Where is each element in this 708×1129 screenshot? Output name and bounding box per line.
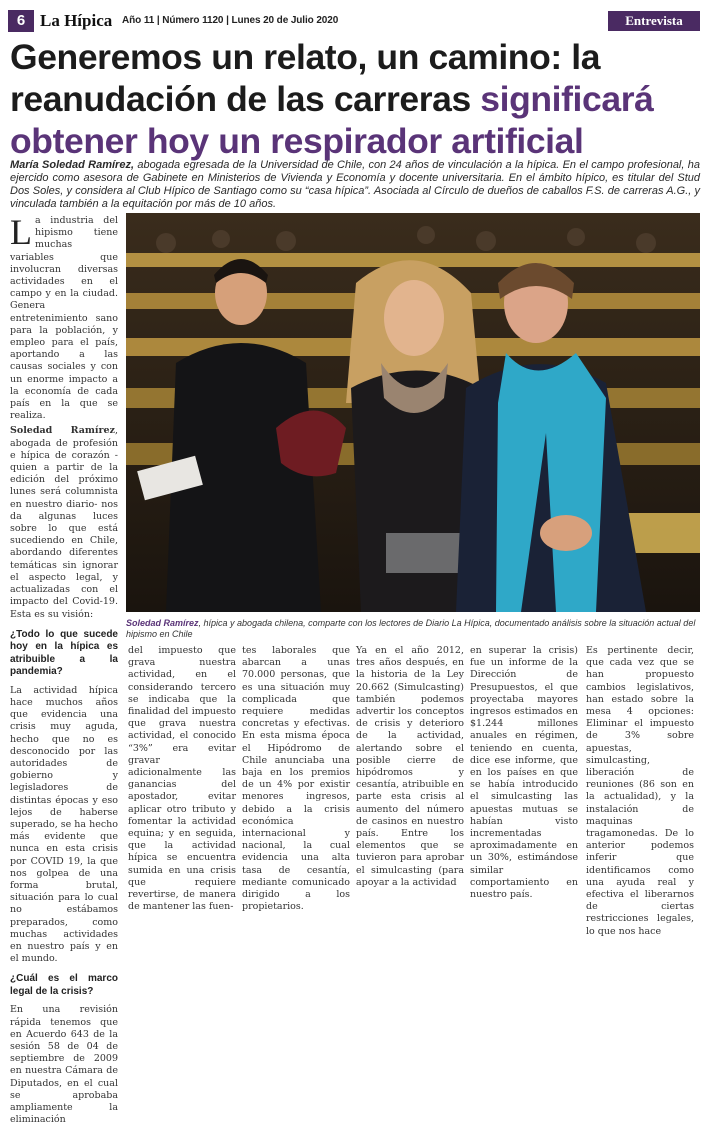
article-paragraph: La industria del hipismo tiene muchas variables que involucran diversas actividades en el campo y en la ciudad. Genera entretenimiento sano para la población, y empleo para el país, aportando a las causas sociales y con un enorme impacto a la economía de cada país en la que se realiza.	[10, 212, 118, 422]
drop-cap: L	[10, 212, 32, 252]
caption-name: Soledad Ramírez	[126, 618, 199, 628]
article-paragraph: En una revisión rápida tenemos que en Acuerdo 643 de la sesión 58 de 04 de septiembre de 2009 en nuestra Cámara de Diputados, en el cual se aprobaba ampliamente la eliminación	[10, 1004, 118, 1126]
article-column-2: del impuesto que grava nuestra actividad, en el considerando tercero se indicaba que la finalidad del impuesto que grava nuestra actividad, el conocido “3%” era evitar gravar adicionalmente las ganancias del apostador, evitar aplicar otro tributo y fomentar la actividad equina; y en seguida, que la actividad hípica se encuentra sumida en una crisis que requiere revertirse, de manera de mantener las fuen-	[128, 645, 236, 913]
subject-name: Soledad Ramírez	[10, 425, 115, 437]
interview-photo	[126, 213, 700, 612]
article-column-6: Es pertinente decir, que cada vez que se han propuesto cambios legislativos, han estado sobre la mesa 4 opciones: Eliminar el impuesto de 3% sobre apuestas, simulcasting, liberación de reuniones (86 son en la actualidad), y la instalación de maquinas tragamonedas. De lo anterior podemos inferir que identificamos como una ayuda real y efectiva el liberarnos de ciertas restricciones legales, lo que nos hace	[586, 645, 694, 937]
article-column-3: tes laborales que abarcan a unas 70.000 personas, que es una situación muy complicada que requiere medidas concretas y efectivas. En esta misma época el Hipódromo de Chile anunciaba una baja en los premios de un 4% por existir menores ingresos, debido a la crisis económica internacional y nacional, la cual evidencia una alta tasa de cesantía, mediante comunicado dirigido a los propietarios.	[242, 645, 350, 913]
issue-info: Año 11 | Número 1120 | Lunes 20 de Julio 2020	[122, 15, 339, 26]
newspaper-brand: La Hípica	[40, 11, 113, 30]
article-column-4: Ya en el año 2012, tres años después, en la historia de la Ley 20.662 (Simulcasting) también podemos advertir los conceptos de crisis y deterioro de la actividad, alertando sobre el posible cierre de hipódromos y cesantía, atribuible en parte esta crisis al aumento del número de casinos en nuestro país. Entre los elementos que se tuvieron para aprobar el simulcasting (para apoyar a la actividad	[356, 645, 464, 888]
caption-text: , hípica y abogada chilena, comparte con los lectores de Diario La Hípica, documentado análisis sobre la situación actual del hipismo en Chile	[126, 618, 696, 639]
intro-paragraph	[10, 159, 700, 211]
article-column-5: en superar la crisis) fue un informe de la Dirección de Presupuestos, el que proyectaba mayores ingresos estimados en $1.244 millones anuales en régimen, teniendo en cuenta, dice ese informe, que en los países en que se había introducido el simulcasting las apuestas mutuas se habían visto incrementadas aproximadamente en un 30%, estimándose similar comportamiento en nuestro país.	[470, 645, 578, 901]
headline	[10, 36, 700, 162]
article-paragraph: Soledad Ramírez, abogada de profesión e hípica de corazón -quien a partir de la edición del próximo lunes será columnista en nuestro diario- nos da algunas luces sobre lo que está sucediendo en Chile, abordando diferentes temáticas sin ignorar el aspecto legal, y actualizadas con el impacto del Covid-19. Esta es su visión:	[10, 425, 118, 620]
article-paragraph: La actividad hípica hace muchos años que evidencia una crisis muy aguda, hecho que no es desconocido por las autoridades de gobierno y legisladores de distintas épocas y eso lejos de haberse superado, se ha hecho más evidente que nunca en esta crisis por COVID 19, la que nos golpea de una forma brutal, situación para lo cual no estábamos preparados, como muchas actividades en nuestro país y en el mundo.	[10, 684, 118, 965]
page-header	[8, 10, 700, 32]
photo-illustration	[126, 213, 700, 612]
section-label: Entrevista	[608, 11, 700, 31]
photo-caption	[126, 618, 700, 640]
intro-text: abogada egresada de la Universidad de Chile, con 24 años de vinculación a la hípica. En el campo profesional, ha ejercido como asesora de Gabinete en Ministerios de Vivienda y Economía y docente universitaria. En el ámbito hípico, es titular del Stud Dos Soles, y considera al Club Hípico de Santiago como su “casa hípica”. Asociada al Círculo de dueños de caballos F.S. de carreras A.G., y vinculada también a la equitación por más de 10 años.	[10, 159, 700, 210]
page-number: 6	[8, 10, 34, 32]
article-column-1	[10, 212, 118, 1129]
headline-accent: significará obtener hoy un respirador artificial	[10, 79, 654, 161]
question-heading: ¿Todo lo que sucede hoy en la hípica es atribuible a la pandemia?	[10, 628, 118, 678]
headline-main: Generemos un relato, un camino: la reanudación de las carreras	[10, 37, 601, 119]
question-heading: ¿Cuál es el marco legal de la crisis?	[10, 973, 118, 997]
intro-name: María Soledad Ramírez,	[10, 159, 135, 171]
